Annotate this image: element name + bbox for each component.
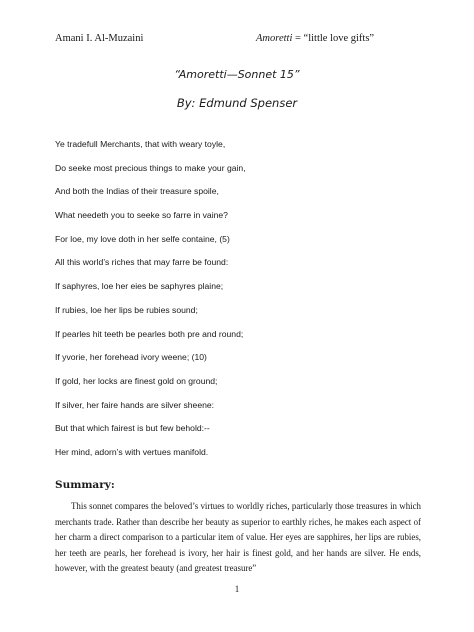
poem-line: For loe, my love doth in her selfe containe, (5) bbox=[55, 233, 230, 244]
header-title-gloss: = “little love gifts” bbox=[292, 33, 375, 44]
poem-title: “Amoretti—Sonnet 15” bbox=[174, 68, 300, 81]
page-number: 1 bbox=[234, 584, 240, 594]
header-author: Amani I. Al-Muzaini bbox=[55, 33, 144, 44]
poem-line: Do seeke most precious things to make your gain, bbox=[55, 162, 246, 173]
header-title-note bbox=[256, 33, 374, 44]
poem-line: If yvorie, her forehead ivory weene; (10) bbox=[55, 352, 207, 363]
poem-lines bbox=[55, 139, 246, 471]
poem-line: And both the Indias of their treasure spoile, bbox=[55, 186, 219, 197]
poem-line: Her mind, adorn’s with vertues manifold. bbox=[55, 446, 209, 457]
poem-line: Ye tradefull Merchants, that with weary toyle, bbox=[55, 139, 226, 149]
poem-line: If saphyres, loe her eies be saphyres plaine; bbox=[55, 281, 224, 292]
poem-line: What needeth you to seeke so farre in vaine? bbox=[55, 210, 228, 221]
poem-author: By: Edmund Spenser bbox=[176, 96, 298, 110]
poem-line: If gold, her locks are finest gold on ground; bbox=[55, 375, 218, 386]
poem-line: If pearles hit teeth be pearles both pre and round; bbox=[55, 328, 244, 339]
poem-line: If rubies, loe her lips be rubies sound; bbox=[55, 304, 198, 315]
poem-line: If silver, her faire hands are silver sheene: bbox=[55, 399, 215, 410]
header-title-italic: Amoretti bbox=[256, 33, 293, 44]
summary-heading: Summary: bbox=[55, 479, 115, 491]
summary-text: This sonnet compares the beloved’s virtues to worldly riches, particularly those treasures in which merchants trade. Rather than describe her beauty as superior to earthly riches, he makes each aspect of her charm a direct comparison to a particular item of value. Her eyes are sapphires, her lips are rubies, her teeth are pearls, her forehead is ivory, her hair is finest gold, and her hands are silver. He ends, however, with the greatest beauty (and greatest treasure” bbox=[55, 501, 421, 574]
poem-line: But that which fairest is but few behold:-- bbox=[55, 423, 210, 434]
poem-line: All this world’s riches that may farre be found: bbox=[55, 257, 229, 268]
